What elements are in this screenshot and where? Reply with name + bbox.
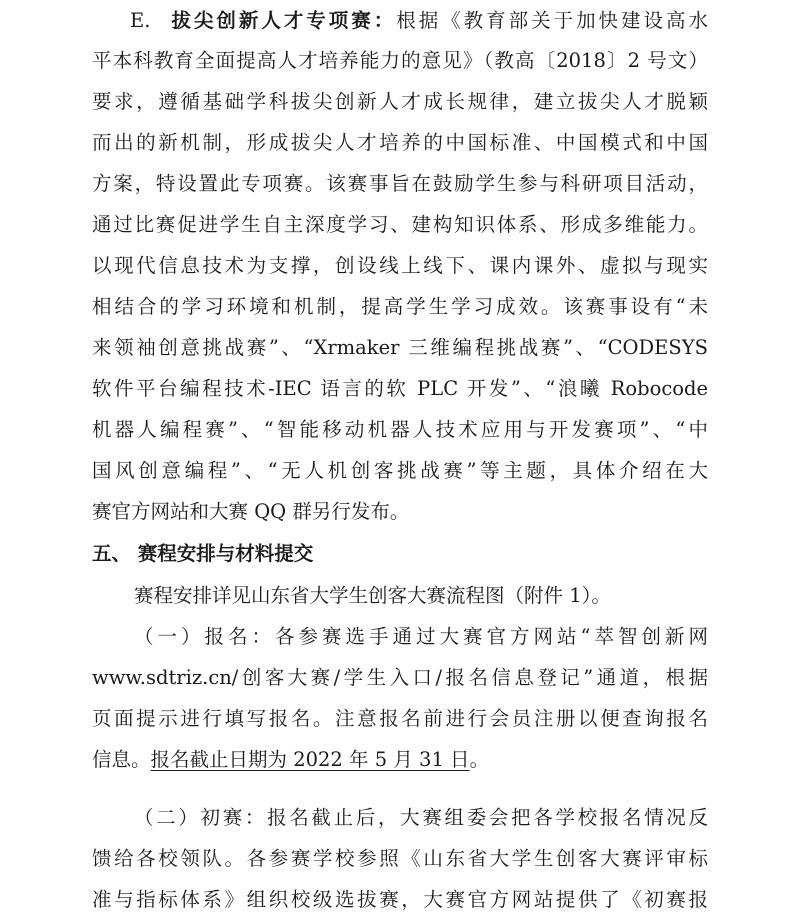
registration-line4-suffix: 。 — [469, 748, 490, 771]
section-e-line: 以现代信息技术为支撑，创设线上线下、课内课外、虚拟与现实 — [92, 254, 708, 277]
preliminary-first-line: （二）初赛：报名截止后，大赛组委会把各学校报名情况反 — [134, 806, 708, 829]
section-e-line: 国风创意编程”、“无人机创客挑战赛”等主题，具体介绍在大 — [92, 459, 708, 482]
section-e-marker: E. — [130, 9, 151, 32]
section-e-line: 软件平台编程技术-IEC 语言的软 PLC 开发”、“浪曦 Robocode — [92, 377, 708, 400]
section-5-heading: 五、 赛程安排与材料提交 — [92, 542, 314, 565]
preliminary-line: 馈给各校领队。各参赛学校参照《山东省大学生创客大赛评审标 — [92, 847, 708, 870]
section-e-line: 相结合的学习环境和机制，提高学生学习成效。该赛事设有“未 — [92, 295, 708, 318]
registration-first-line: （一）报名：各参赛选手通过大赛官方网站“萃智创新网 — [134, 625, 708, 648]
registration-line4-prefix: 信息。 — [92, 748, 151, 771]
schedule-intro: 赛程安排详见山东省大学生创客大赛流程图（附件 1）。 — [134, 584, 611, 607]
registration-deadline: 报名截止日期为 2022 年 5 月 31 日 — [150, 748, 470, 771]
section-e-line1-rest: 根据《教育部关于加快建设高水 — [396, 9, 708, 32]
preliminary-line: 准与指标体系》组织校级选拔赛，大赛官方网站提供了《初赛报 — [92, 888, 708, 911]
registration-deadline-line — [92, 742, 708, 778]
section-e-first-line — [92, 3, 708, 39]
registration-line: www.sdtriz.cn/创客大赛/学生入口/报名信息登记”通道，根据 — [92, 666, 708, 689]
section-e-line: 来领袖创意挑战赛”、“Xrmaker 三维编程挑战赛”、“CODESYS — [92, 336, 708, 359]
section-e-line: 赛官方网站和大赛 QQ 群另行发布。 — [92, 500, 410, 523]
section-e-line: 平本科教育全面提高人才培养能力的意见》（教高〔2018〕2 号文） — [92, 49, 708, 72]
section-e-line: 通过比赛促进学生自主深度学习、建构知识体系、形成多维能力。 — [92, 213, 708, 236]
section-e-line: 方案，特设置此专项赛。该赛事旨在鼓励学生参与科研项目活动， — [92, 172, 708, 195]
section-e-title: 拔尖创新人才专项赛： — [168, 9, 397, 32]
section-e-line: 而出的新机制，形成拔尖人才培养的中国标准、中国模式和中国 — [92, 131, 708, 154]
section-e-line: 机器人编程赛”、“智能移动机器人技术应用与开发赛项”、“中 — [92, 418, 708, 441]
section-e-line: 要求，遵循基础学科拔尖创新人才成长规律，建立拔尖人才脱颖 — [92, 90, 708, 113]
registration-line: 页面提示进行填写报名。注意报名前进行会员注册以便查询报名 — [92, 707, 708, 730]
